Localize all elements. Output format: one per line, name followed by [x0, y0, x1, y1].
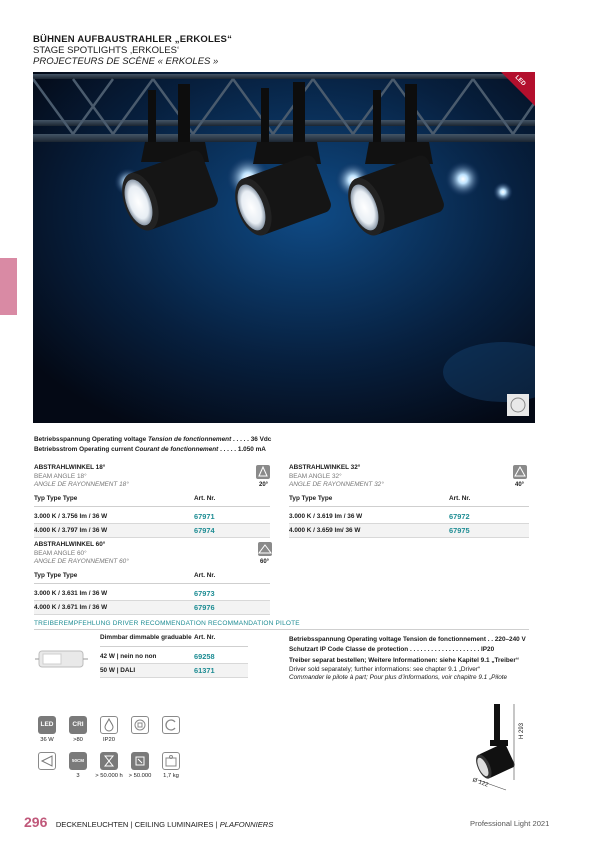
driver-section-title: TREIBEREMPFEHLUNG DRIVER RECOMMENDATION RECOMMANDATION PILOTE	[34, 620, 529, 630]
art-number: 67975	[449, 525, 470, 535]
beam-32-block	[289, 464, 529, 538]
driver-image	[33, 637, 89, 683]
title-en: STAGE SPOTLIGHTS ‚ERKOLES‘	[33, 45, 180, 56]
led-icon: LED	[38, 716, 56, 734]
beam-32-de: ABSTRAHLWINKEL 32°	[289, 464, 361, 471]
switch-icon	[131, 752, 149, 770]
beam-spread-icon	[38, 752, 56, 770]
art-number: 67972	[449, 511, 470, 521]
led-badge: LED	[513, 74, 527, 88]
beam-32-en: BEAM ANGLE 32°	[289, 472, 342, 480]
beam-18-en: BEAM ANGLE 18°	[34, 472, 87, 480]
stage-scene-illustration	[33, 72, 535, 423]
spec-current: Betriebsstrom Operating current Courant de fonctionnement . . . . . 1.050 mA	[34, 446, 266, 453]
spec-voltage-value: 36 Vdc	[250, 436, 272, 443]
beam-18-block	[34, 464, 270, 538]
triangle-left-icon	[39, 753, 55, 769]
cri-icon: CRI	[69, 716, 87, 734]
table-row: 3.000 K / 3.756 lm / 36 W 67971	[34, 510, 270, 524]
table-row: 50 W | DALI 61371	[100, 664, 248, 678]
beam-32-fr: ANGLE DE RAYONNEMENT 32°	[289, 481, 384, 489]
table-row: 4.000 K / 3.671 lm / 36 W 67976	[34, 601, 270, 615]
driver-note-en: Driver sold separately; further informations: see chapter 9.1 „Driver“	[289, 665, 481, 673]
hourglass-icon	[100, 752, 118, 770]
art-number: 67971	[194, 511, 215, 521]
weight-icon	[162, 752, 180, 770]
driver-table	[100, 634, 248, 678]
water-drop-icon	[101, 717, 117, 733]
switching-label: > 50.000	[128, 773, 152, 779]
lifetime-icon	[100, 752, 118, 770]
driver-ip: Schutzart IP Code Classe de protection . . . . . . . . . . . . . . . . . . . . IP20	[289, 645, 495, 653]
feature-icons-row-2	[32, 752, 202, 786]
footer-category-en: CEILING LUMINAIRES	[134, 820, 214, 829]
weight-kg-icon	[163, 753, 179, 769]
ip-label: IP20	[103, 737, 115, 743]
distance-label: 3	[76, 773, 80, 779]
hero-image	[33, 72, 535, 423]
power-label: 36 W	[40, 737, 54, 743]
art-number: 67974	[194, 525, 215, 535]
switching-cycles-icon	[131, 752, 149, 770]
weight-label: 1,7 kg	[163, 773, 179, 779]
rotation-icon	[162, 716, 180, 734]
beam-18-de: ABSTRAHLWINKEL 18°	[34, 464, 106, 471]
driver-note-fr: Commander le pilote à part; Pour plus d’informations, voir chapitre 9.1 „Pilote	[289, 674, 508, 682]
section-tab	[0, 258, 17, 315]
table-row: 4.000 K / 3.797 lm / 36 W 67974	[34, 524, 270, 538]
driver-note-de: Treiber separat bestellen; Weitere Informationen: siehe Kapitel 9.1 „Treiber“	[289, 657, 520, 665]
beam-angle-icon	[258, 542, 272, 556]
footer-left: 296 DECKENLEUCHTEN | CEILING LUMINAIRES | PLAFONNIERS	[24, 814, 274, 830]
art-number: 67976	[194, 602, 215, 612]
beam-18-deg: 20°	[259, 482, 269, 488]
spec-voltage: Betriebsspannung Operating voltage Tension de fonctionnement . . . . . 36 Vdc	[34, 436, 272, 443]
product-drawing	[470, 700, 540, 795]
cri-label: >80	[73, 737, 83, 743]
beam-cone-icon	[256, 465, 270, 479]
driver-box-illustration	[33, 637, 89, 683]
shield-class-icon	[132, 717, 148, 733]
rotate-arrow-icon	[163, 717, 179, 733]
dim-diameter: Ø 122	[471, 777, 489, 789]
table-row: 4.000 K / 3.659 lm/ 36 W 67975	[289, 524, 529, 538]
beam-angle-icon	[513, 465, 527, 479]
beam-18-fr: ANGLE DE RAYONNEMENT 18°	[34, 481, 129, 489]
beam-60-de: ABSTRAHLWINKEL 60°	[34, 541, 106, 548]
feature-icons-row-1	[32, 716, 202, 750]
table-header: Typ Type Type Art. Nr.	[34, 495, 270, 507]
ip-drop-icon	[100, 716, 118, 734]
page-number: 296	[24, 814, 48, 830]
art-number: 67973	[194, 588, 215, 598]
lifetime-label: > 50.000 h	[95, 773, 123, 779]
table-row: 3.000 K / 3.631 lm / 36 W 67973	[34, 587, 270, 601]
beam-cone-icon	[513, 465, 527, 479]
table-row: 3.000 K / 3.619 lm / 36 W 67972	[289, 510, 529, 524]
beam-32-deg: 40°	[515, 482, 525, 488]
footer-category-de: DECKENLEUCHTEN	[55, 820, 129, 829]
driver-voltage: Betriebsspannung Operating voltage Tension de fonctionnement . . 220–240 V	[289, 636, 526, 643]
dim-height: H 293	[519, 722, 526, 740]
spec-current-value: 1.050 mA	[237, 446, 266, 453]
beam-cone-icon	[258, 542, 272, 556]
beam-60-en: BEAM ANGLE 60°	[34, 549, 87, 557]
beam-60-deg: 60°	[260, 559, 270, 565]
beam-60-fr: ANGLE DE RAYONNEMENT 60°	[34, 558, 129, 566]
driver-table-header: Dimmbar dimmable graduable Art. Nr.	[100, 634, 248, 647]
title-de: BÜHNEN AUFBAUSTRAHLER „ERKOLES“	[33, 34, 233, 45]
distance-icon: 50CM	[69, 752, 87, 770]
beam-angle-icon	[256, 465, 270, 479]
footer-right: Professional Light 2021	[470, 819, 550, 828]
table-header: Typ Type Type Art. Nr.	[289, 495, 529, 507]
art-number: 69258	[194, 652, 215, 661]
protection-class-icon	[131, 716, 149, 734]
table-header: Typ Type Type Art. Nr.	[34, 572, 270, 584]
driver-specs	[289, 636, 534, 683]
title-fr: PROJECTEURS DE SCÈNE « ERKOLES »	[33, 56, 219, 67]
footer-category-fr: PLAFONNIERS	[219, 820, 274, 829]
table-row: 42 W | nein no non 69258	[100, 650, 248, 664]
art-number: 61371	[194, 666, 215, 675]
beam-60-block	[34, 541, 270, 615]
